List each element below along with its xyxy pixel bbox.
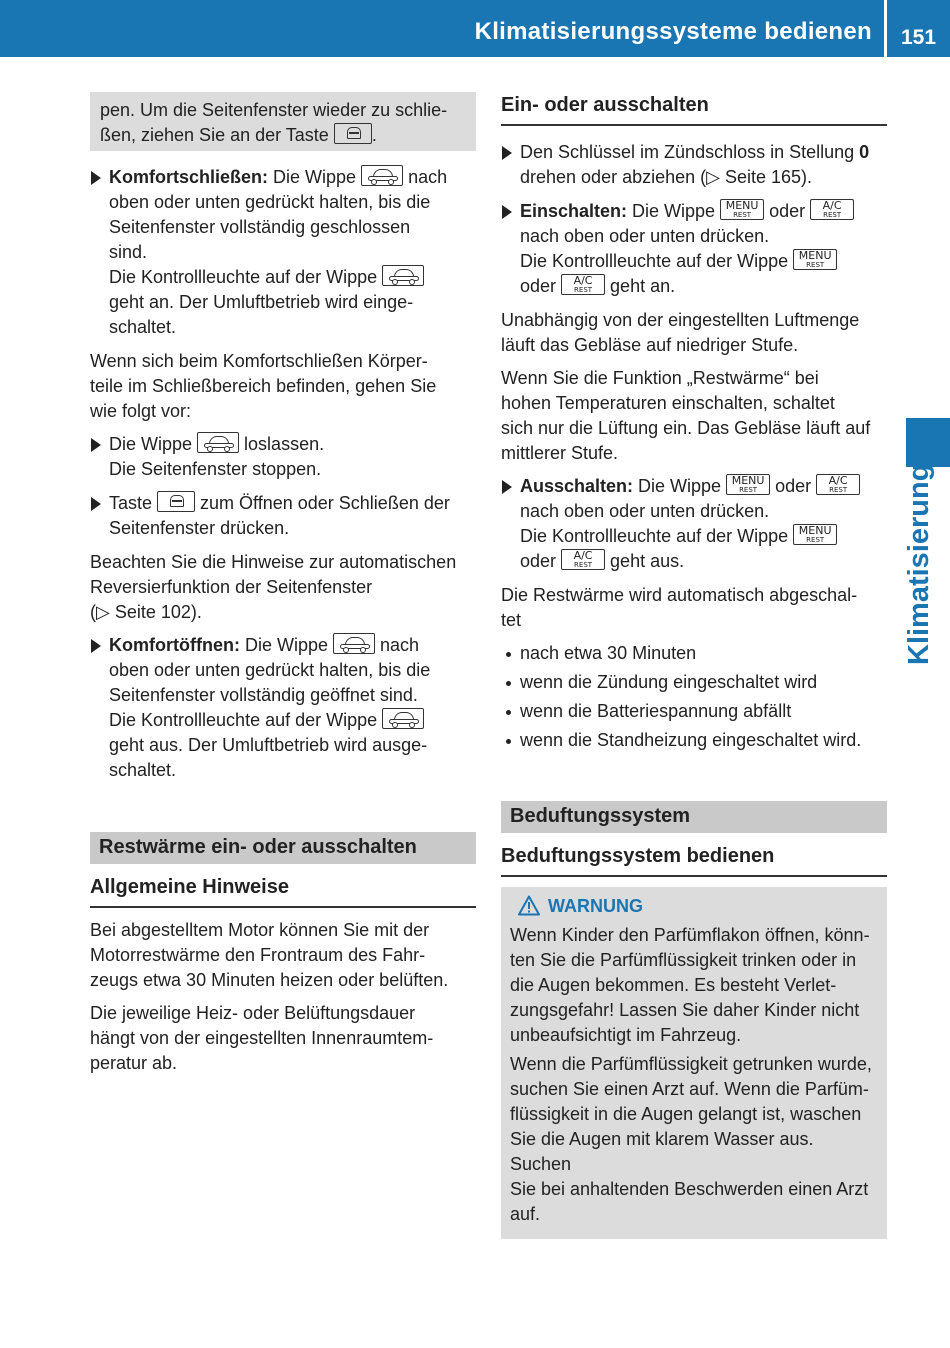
section-heading-restwaerme: Restwärme ein- oder ausschalten	[90, 832, 476, 864]
step-arrow-icon	[502, 205, 512, 219]
step-loslassen: Die Wippe loslassen. Die Seitenfenster stoppen.	[90, 432, 476, 482]
warning-paragraph-1: Wenn Kinder den Parfümflakon öffnen, könn- ten Sie die Parfümflüssigkeit trinken oder in die Augen bekommen. Es besteht Verlet- zungsgefahr! Lassen Sie daher Kinder nicht unbeaufsichtigt im Fahrzeug.	[510, 925, 870, 1045]
subsection-heading-hinweise: Allgemeine Hinweise	[90, 874, 476, 908]
left-column	[90, 92, 476, 1084]
paragraph-hinweise: Beachten Sie die Hinweise zur automatischen Reversierfunktion der Seitenfenster (▷ Seite 102).	[90, 550, 476, 625]
step-einschalten: Einschalten: Die Wippe MENU REST oder A/C REST nach oben oder unten drücken. Die Kontrollleuchte auf der Wippe MENU REST oder A/C REST geht an.	[501, 199, 887, 299]
subsection-heading-ein-aus: Ein- oder ausschalten	[501, 92, 887, 126]
menu-rest-key-icon: MENU REST	[793, 249, 837, 270]
ac-rest-key-icon: A/C REST	[561, 549, 605, 570]
paragraph-geblaese: Unabhängig von der eingestellten Luftmenge läuft das Gebläse auf niedriger Stufe.	[501, 310, 860, 355]
step-arrow-icon	[91, 497, 101, 511]
ac-rest-key-icon: A/C REST	[810, 199, 854, 220]
list-item: wenn die Batteriespannung abfällt	[501, 699, 887, 724]
ac-rest-key-icon: A/C REST	[816, 474, 860, 495]
side-chapter-label: Klimatisierung	[903, 463, 935, 665]
paragraph-motor: Bei abgestelltem Motor können Sie mit der Motorrestwärme den Frontraum des Fahr- zeugs etwa 30 Minuten heizen oder belüften.	[90, 920, 449, 990]
window-switch-icon	[334, 123, 372, 144]
step-arrow-icon	[502, 480, 512, 494]
page-number: 151	[900, 26, 937, 49]
step-arrow-icon	[91, 171, 101, 185]
bullet-dot-icon	[506, 739, 511, 744]
menu-rest-key-icon: MENU REST	[720, 199, 764, 220]
page-reference: (▷ Seite 102).	[90, 602, 202, 622]
window-switch-icon	[157, 491, 195, 512]
list-item: wenn die Standheizung eingeschaltet wird.	[501, 728, 887, 753]
step-arrow-icon	[91, 438, 101, 452]
car-rocker-switch-icon	[333, 633, 375, 654]
warning-box	[501, 887, 887, 1239]
step-arrow-icon	[502, 146, 512, 160]
car-rocker-switch-icon	[361, 165, 403, 186]
intro-box: pen. Um die Seitenfenster wieder zu schlie- ßen, ziehen Sie an der Taste .	[90, 92, 476, 151]
step-ausschalten: Ausschalten: Die Wippe MENU REST oder A/C REST nach oben oder unten drücken. Die Kontrollleuchte auf der Wippe MENU REST oder A/C REST geht aus.	[501, 474, 887, 574]
section-heading-beduftung: Beduftungssystem	[501, 801, 887, 833]
side-chapter-tab	[906, 418, 950, 467]
page-header-title: Klimatisierungssysteme bedienen	[474, 18, 872, 45]
step-taste: Taste zum Öffnen oder Schließen der Seitenfenster drücken.	[90, 491, 476, 541]
paragraph-funktion: Wenn Sie die Funktion „Restwärme“ bei hohen Temperaturen einschalten, schaltet sich nur die Lüftung ein. Das Gebläse läuft auf mittlerer Stufe.	[501, 368, 871, 463]
step-schluessel: Den Schlüssel im Zündschloss in Stellung 0 drehen oder abziehen (▷ Seite 165).	[501, 140, 887, 190]
warning-triangle-icon	[518, 895, 540, 916]
intro-line-1: pen. Um die Seitenfenster wieder zu schlie-	[100, 100, 448, 120]
list-item: wenn die Zündung eingeschaltet wird	[501, 670, 887, 695]
warning-heading: WARNUNG	[510, 891, 878, 921]
step-komfortschliessen: Komfortschließen: Die Wippe nach oben oder unten gedrückt halten, bis die Seitenfenster vollständig geschlossen sind. Die Kontrollleuchte auf der Wippe geht an. Der Umluftbetrieb wird einge- schaltet.	[90, 165, 476, 340]
step-arrow-icon	[91, 639, 101, 653]
paragraph-restwaerme-auto: Die Restwärme wird automatisch abgeschal- tet	[501, 585, 858, 630]
intro-line-2: ßen, ziehen Sie an der Taste	[100, 125, 329, 145]
bullet-dot-icon	[506, 652, 511, 657]
ac-rest-key-icon: A/C REST	[561, 274, 605, 295]
right-column	[501, 92, 887, 1239]
menu-rest-key-icon: MENU REST	[726, 474, 770, 495]
car-rocker-switch-icon	[382, 265, 424, 286]
car-rocker-switch-icon	[197, 432, 239, 453]
bullet-dot-icon	[506, 681, 511, 686]
paragraph-dauer: Die jeweilige Heiz- oder Belüftungsdauer hängt von der eingestellten Innenraumtem- peratur ab.	[90, 1003, 434, 1073]
warning-paragraph-2: Wenn die Parfümflüssigkeit getrunken wurde, suchen Sie einen Arzt auf. Wenn die Parfüm- flüssigkeit in die Augen gelangt ist, waschen Sie die Augen mit klarem Wasser aus. Suchen Sie bei anhaltenden Beschwerden einen Arzt auf.	[510, 1054, 872, 1224]
step-komfortoeffnen: Komfortöffnen: Die Wippe nach oben oder unten gedrückt halten, bis die Seitenfenster vollständig geöffnet sind. Die Kontrollleuchte auf der Wippe geht aus. Der Umluftbetrieb wird ausge- schaltet.	[90, 633, 476, 783]
car-rocker-switch-icon	[382, 708, 424, 729]
subsection-heading-beduftung-bedienen: Beduftungssystem bedienen	[501, 843, 887, 877]
list-item: nach etwa 30 Minuten	[501, 641, 887, 666]
paragraph-koerperteile: Wenn sich beim Komfortschließen Körper- teile im Schließbereich befinden, gehen Sie wie folgt vor:	[90, 351, 437, 421]
bullet-dot-icon	[506, 710, 511, 715]
menu-rest-key-icon: MENU REST	[793, 524, 837, 545]
